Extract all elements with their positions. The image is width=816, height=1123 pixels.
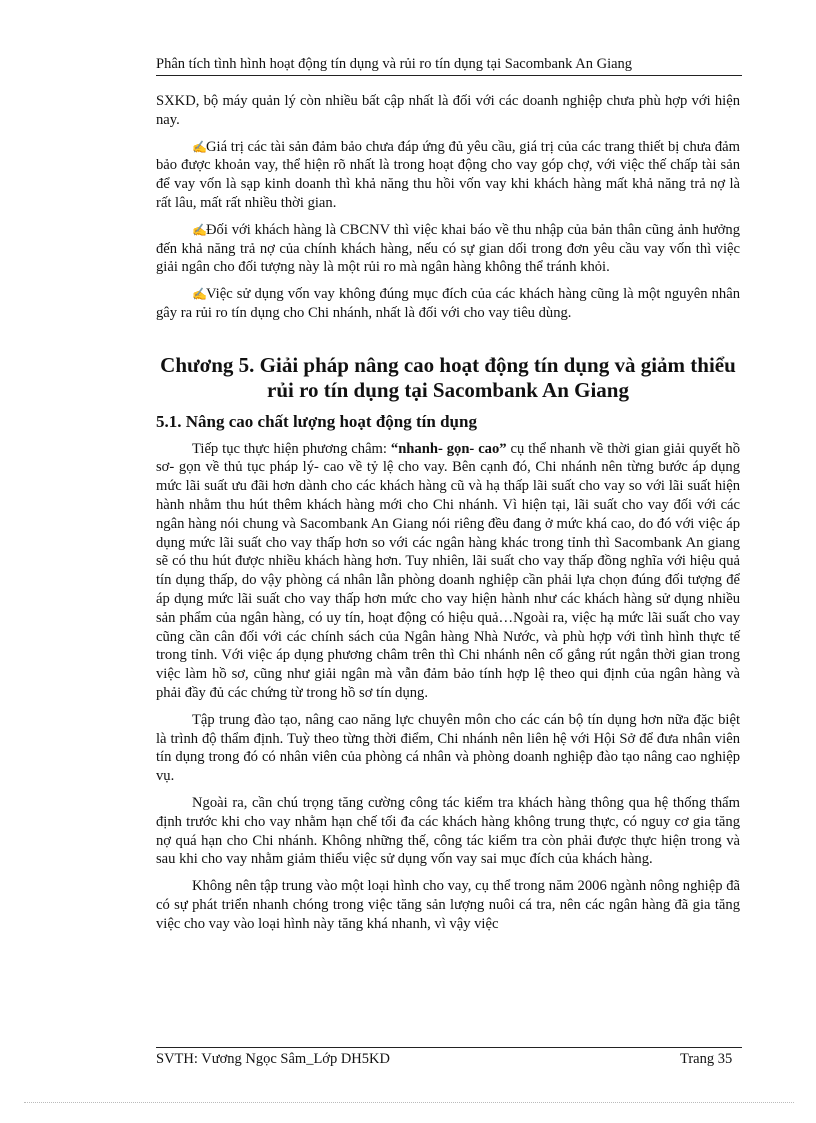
page-bottom-edge bbox=[24, 1102, 794, 1103]
intro-paragraph: SXKD, bộ máy quản lý còn nhiều bất cập nhất là đối với các doanh nghiệp chưa phù hợp với hiện nay. bbox=[156, 93, 740, 128]
bullet-text-3: Việc sử dụng vốn vay không đúng mục đích của các khách hàng cũng là một nguyên nhân gây ra rủi ro tín dụng cho Chi nhánh, nhất là đối với cho vay tiêu dùng. bbox=[156, 286, 740, 321]
pencil-hand-icon: ✍ bbox=[192, 222, 207, 237]
footer-author: SVTH: Vương Ngọc Sâm_Lớp DH5KD bbox=[156, 1051, 390, 1067]
bullet-text-2: Đối với khách hàng là CBCNV thì việc khai báo về thu nhập của bản thân cũng ảnh hưởng đến khả năng trả nợ của chính khách hàng, nếu có sự gian dối trong đơn yêu cầu vay vốn thì việc giải ngân cho đối tượng này là một rủi ro mà ngân hàng không thể tránh khỏi. bbox=[156, 221, 740, 276]
bullet-item-1 bbox=[156, 138, 740, 213]
footer-page-number: Trang 35 bbox=[680, 1051, 733, 1067]
pencil-hand-icon: ✍ bbox=[192, 287, 207, 302]
paragraph-3: Ngoài ra, cần chú trọng tăng cường công tác kiểm tra khách hàng thông qua hệ thống thẩm định trước khi cho vay nhằm hạn chế tối đa các khách hàng không trung thực, có nguy cơ gia tăng nợ quá hạn cho Chi nhánh. Không những thế, công tác kiểm tra còn phải được thực hiện trong và sau khi cho vay nhằm giảm thiểu việc sử dụng vốn vay sai mục đích của khách hàng. bbox=[156, 794, 740, 868]
chapter-title: Chương 5. Giải pháp nâng cao hoạt động tín dụng và giảm thiểu rủi ro tín dụng tại Sacombank An Giang bbox=[160, 352, 736, 402]
page-content bbox=[156, 92, 740, 941]
paragraph-2: Tập trung đào tạo, nâng cao năng lực chuyên môn cho các cán bộ tín dụng hơn nữa đặc biệt là trình độ thẩm định. Tuỳ theo từng thời điểm, Chi nhánh nên liên hệ với Hội Sở để đưa nhân viên tín dụng trong đó có nhân viên của phòng cá nhân và phòng doanh nghiệp đào tạo nâng cao nghiệp vụ. bbox=[156, 711, 740, 785]
bullet-text-1: Giá trị các tài sản đảm bảo chưa đáp ứng đủ yêu cầu, giá trị của các trang thiết bị chưa đảm bảo được khoản vay, thể hiện rõ nhất là trong hoạt động cho vay góp chợ, với việc thế chấp tài sản để vay vốn là sạp kinh doanh thì khả năng thu hồi vốn vay khi khách hàng mất khả năng trả nợ là rất lâu, mất rất nhiều thời gian. bbox=[156, 138, 740, 211]
section-title: 5.1. Nâng cao chất lượng hoạt động tín dụng bbox=[156, 411, 477, 431]
motto-bold: “nhanh- gọn- cao” bbox=[390, 440, 507, 457]
bullet-item-2 bbox=[156, 221, 740, 277]
header-divider bbox=[156, 75, 742, 76]
paragraph-1-rest: cụ thể nhanh về thời gian giải quyết hồ sơ- gọn về thủ tục pháp lý- cao về tỷ lệ cho vay. Bên cạnh đó, Chi nhánh nên từng bước áp dụng mức lãi suất ưu đãi hơn dành cho các khách hàng cũ và hạ thấp lãi suất cho vay so với lãi suất hiện hành nhằm thu hút thêm khách hàng mới cho Chi nhánh. Vì hiện tại, lãi suất cho vay đối với các ngân hàng nói chung và Sacombank An Giang nói riêng đều đang ở mức khá cao, do đó với việc áp dụng mức lãi suất cho vay thấp hơn so với các ngân hàng khác trong tỉnh thì Sacombank An giang sẽ có thu hút được nhiều khách hàng hơn. Tuy nhiên, lãi suất cho vay thấp đồng nghĩa với hiệu quả tín dụng thấp, do vậy phòng cá nhân lẫn phòng doanh nghiệp cần phải lựa chọn đúng đối tượng để áp dụng mức lãi suất cho vay thấp hơn mức cho vay hiện hành như các khách hàng sử dụng nhiều sản phẩm của ngân hàng, có uy tín, hoạt động có hiệu quả…Ngoài ra, việc hạ mức lãi suất cho vay cũng cần cân đối với các chính sách của Ngân hàng Nhà Nước, và phù hợp với tình hình thực tế trong tỉnh. Với việc áp dụng phương châm trên thì Chi nhánh nên cố gắng rút ngắn thời gian trong việc làm hồ sơ, cũng như giải ngân mà vẫn đảm bảo tính hợp lệ theo qui định của ngân hàng và phải đầy đủ các chứng từ trong hồ sơ tín dụng. bbox=[156, 440, 740, 701]
footer-divider bbox=[156, 1047, 742, 1048]
pencil-hand-icon: ✍ bbox=[192, 139, 207, 154]
paragraph-1-prefix: Tiếp tục thực hiện phương châm: bbox=[192, 440, 391, 457]
running-header: Phân tích tình hình hoạt động tín dụng và rủi ro tín dụng tại Sacombank An Giang bbox=[156, 56, 633, 72]
bullet-item-3 bbox=[156, 285, 740, 323]
paragraph-1 bbox=[156, 440, 740, 703]
paragraph-4: Không nên tập trung vào một loại hình cho vay, cụ thể trong năm 2006 ngành nông nghiệp đã có sự phát triển nhanh chóng trong việc tăng sản lượng nuôi cá tra, nên các ngân hàng đã gia tăng việc cho vay vào loại hình này tăng khá nhanh, vì vậy việc bbox=[156, 878, 740, 932]
